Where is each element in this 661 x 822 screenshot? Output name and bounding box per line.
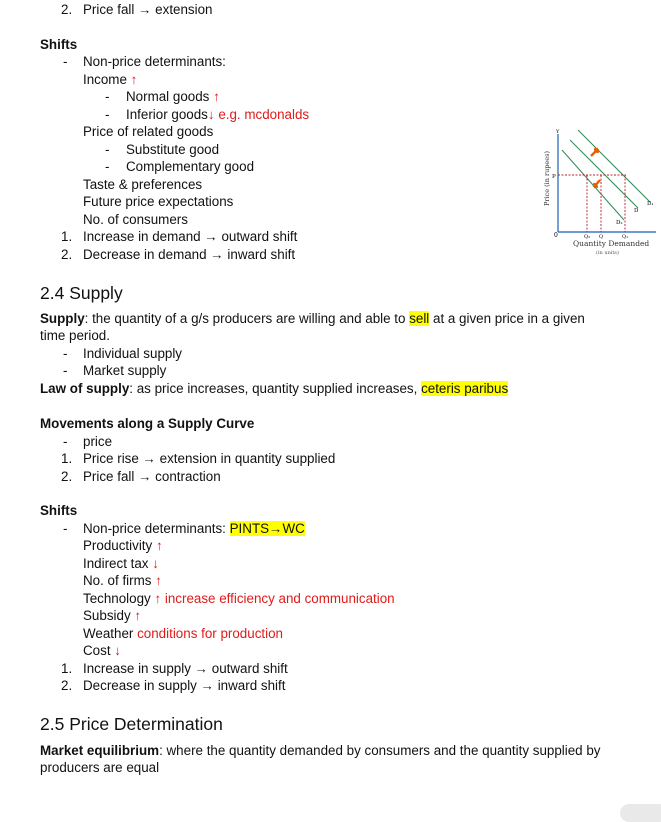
- movements-heading: Movements along a Supply Curve: [40, 416, 255, 431]
- q1-tick-label: Q₁: [622, 234, 629, 240]
- q-tick-label: Q: [599, 234, 604, 240]
- y-axis-label: Price (in rupees): [543, 151, 551, 206]
- substitute-good-item: Substitute good: [126, 142, 220, 157]
- shift-left-arrow-icon: [594, 180, 600, 187]
- bullet-dash: -: [105, 89, 110, 104]
- supply-nonprice-label: Non-price determinants: PINTS→WC: [83, 521, 305, 536]
- firms-item: No. of firms ↑: [83, 573, 162, 588]
- bullet-dash: -: [63, 521, 68, 536]
- inferior-goods-example: e.g. mcdonalds: [214, 107, 310, 122]
- list-number: 2.: [61, 247, 73, 262]
- market-equilibrium-definition: Market equilibrium: where the quantity demanded by consumers and the quantity supplied by: [40, 743, 601, 758]
- bullet-dash: -: [63, 54, 68, 69]
- technology-item: Technology ↑ increase efficiency and communication: [83, 591, 395, 606]
- bullet-dash: -: [105, 107, 110, 122]
- demand-increase-item: Increase in demand → outward shift: [83, 229, 298, 244]
- supply-section-title: 2.4 Supply: [40, 283, 123, 303]
- bullet-dash: -: [105, 159, 110, 174]
- up-arrow-icon: ↑: [130, 72, 138, 87]
- complementary-good-item: Complementary good: [126, 159, 255, 174]
- productivity-item: Productivity ↑: [83, 538, 163, 553]
- taste-item: Taste & preferences: [83, 177, 203, 192]
- origin-label: 0: [554, 232, 558, 239]
- law-of-supply: Law of supply: as price increases, quantity supplied increases, ceteris paribus: [40, 381, 509, 396]
- shift-right-arrow-icon: [591, 149, 598, 156]
- up-arrow-icon: ↑: [155, 573, 162, 588]
- x-axis-label: Quantity Demanded: [573, 239, 650, 248]
- x-axis-sublabel: (in units): [596, 250, 619, 256]
- related-goods-item: Price of related goods: [83, 124, 214, 139]
- weather-note: conditions for production: [137, 626, 283, 641]
- movement-rise-item: Price rise → extension in quantity supplied: [83, 451, 336, 466]
- d2-label: D₂: [616, 220, 623, 226]
- down-arrow-icon: ↓: [207, 107, 215, 122]
- demand-nonprice-label: Non-price determinants:: [83, 54, 226, 69]
- list-number: 1.: [61, 451, 73, 466]
- q2-tick-label: Q₂: [584, 234, 591, 240]
- watermark-badge: [620, 804, 661, 822]
- consumers-item: No. of consumers: [83, 212, 188, 227]
- supply-definition: Supply: the quantity of a g/s producers are willing and able to sell at a given price in a given: [40, 311, 585, 326]
- list-number: 2.: [61, 469, 73, 484]
- inferior-goods-item: Inferior goods↓ e.g. mcdonalds: [126, 107, 310, 122]
- list-number: 1.: [61, 661, 73, 676]
- subsidy-item: Subsidy ↑: [83, 608, 142, 623]
- individual-supply-item: Individual supply: [83, 346, 183, 361]
- list-number: 2.: [61, 2, 73, 17]
- bullet-dash: -: [63, 363, 68, 378]
- price-tick-label: P: [552, 174, 556, 180]
- highlight-ceteris-paribus: ceteris paribus: [421, 381, 509, 396]
- up-arrow-icon: ↑: [155, 538, 163, 553]
- up-arrow-icon: ↑: [134, 608, 142, 623]
- normal-goods-item: Normal goods ↑: [126, 89, 220, 104]
- demand-decrease-item: Decrease in demand → inward shift: [83, 247, 296, 262]
- demand-shift-chart: [538, 126, 660, 260]
- weather-item: Weather conditions for production: [83, 626, 283, 641]
- movement-price-item: price: [83, 434, 113, 449]
- technology-note: ↑ increase efficiency and communication: [154, 591, 395, 606]
- y-axis-letter: Y: [556, 129, 560, 135]
- d1-label: D₁: [647, 201, 654, 207]
- list-number: 2.: [61, 678, 73, 693]
- supply-decrease-item: Decrease in supply → inward shift: [83, 678, 286, 693]
- demand-movement-fall: Price fall → extension: [83, 2, 213, 17]
- market-equilibrium-cont: producers are equal: [40, 760, 160, 775]
- demand-curve-d1: [578, 130, 650, 202]
- expectations-item: Future price expectations: [83, 194, 234, 209]
- cost-item: Cost ↓: [83, 643, 121, 658]
- supply-increase-item: Increase in supply → outward shift: [83, 661, 288, 676]
- d-label: D: [634, 208, 639, 214]
- supply-definition-cont: time period.: [40, 328, 110, 343]
- bullet-dash: -: [105, 142, 110, 157]
- down-arrow-icon: ↓: [114, 643, 121, 658]
- supply-shifts-heading: Shifts: [40, 503, 78, 518]
- movement-fall-item: Price fall → contraction: [83, 469, 221, 484]
- market-supply-item: Market supply: [83, 363, 167, 378]
- highlight-sell: sell: [409, 311, 430, 326]
- indirect-tax-item: Indirect tax ↓: [83, 556, 159, 571]
- highlight-pints-wc: PINTS→WC: [229, 521, 305, 536]
- bullet-dash: -: [63, 434, 68, 449]
- down-arrow-icon: ↓: [152, 556, 159, 571]
- up-arrow-icon: ↑: [213, 89, 220, 104]
- list-number: 1.: [61, 229, 73, 244]
- income-item: Income ↑: [83, 72, 138, 87]
- price-determination-title: 2.5 Price Determination: [40, 714, 223, 734]
- bullet-dash: -: [63, 346, 68, 361]
- demand-shifts-heading: Shifts: [40, 37, 78, 52]
